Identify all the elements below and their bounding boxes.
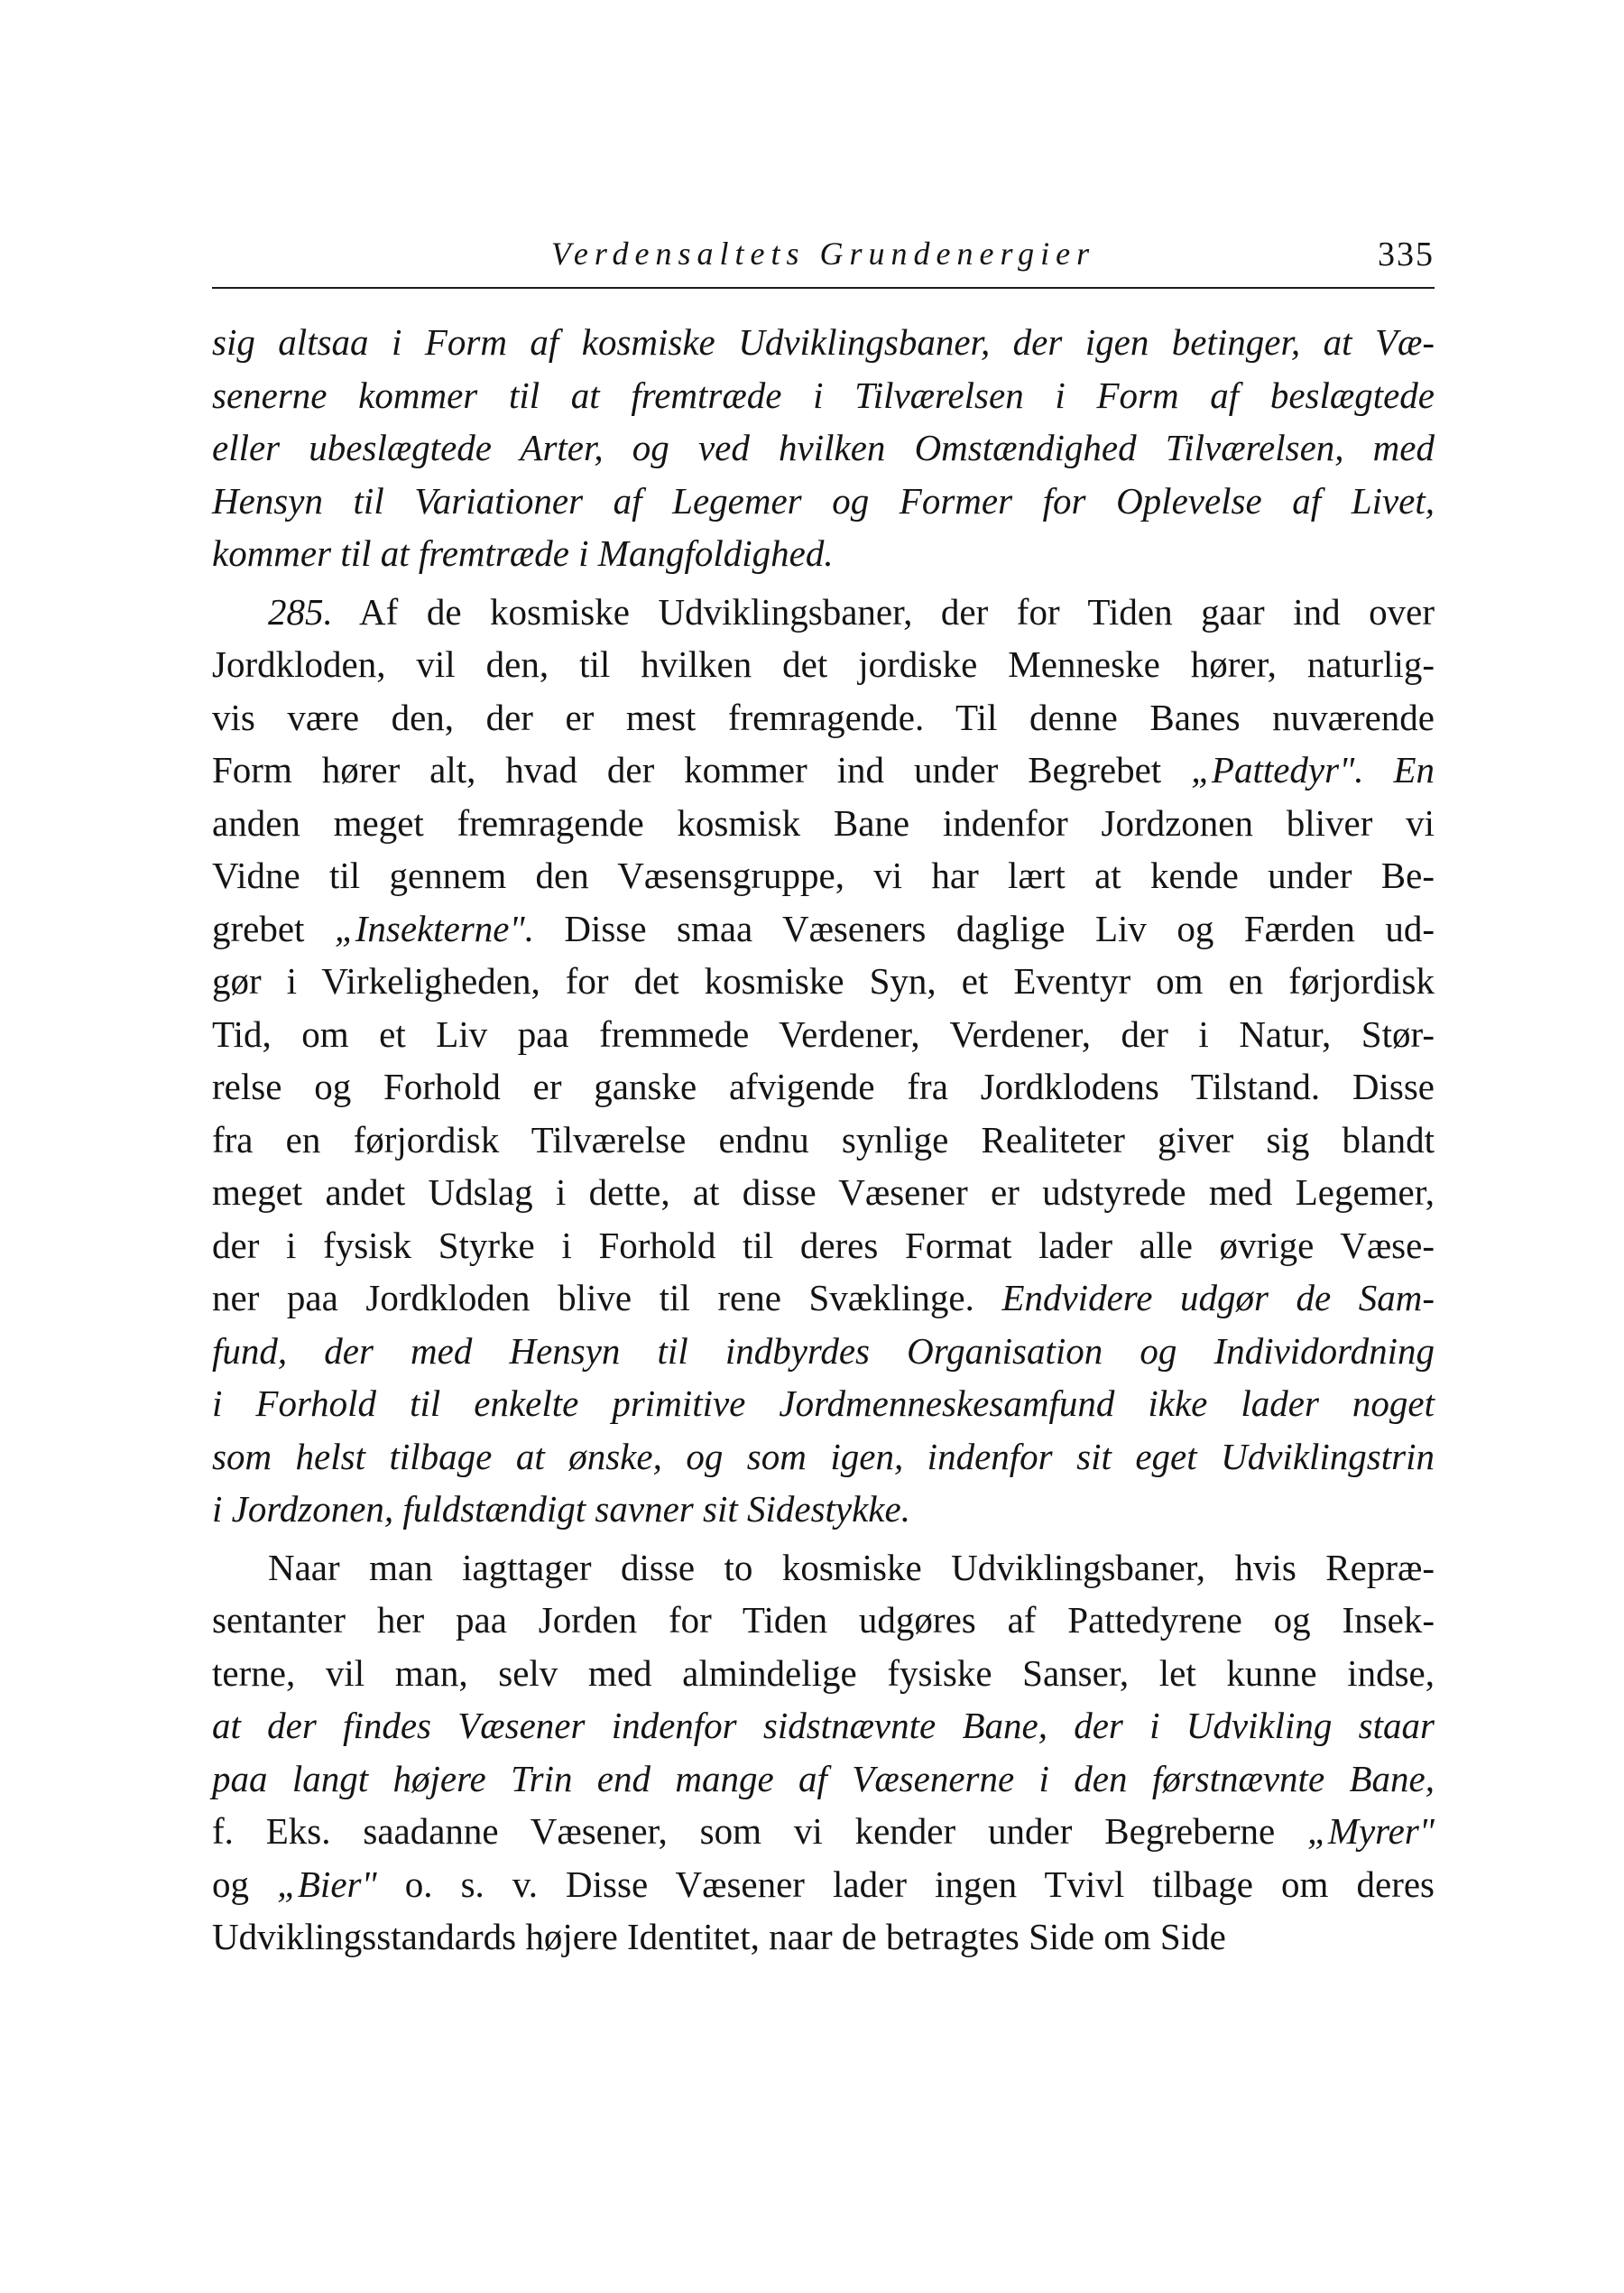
body-text	[212, 316, 1435, 1964]
italic-text: „Myrer"	[1307, 1810, 1435, 1852]
text-line	[212, 1594, 1435, 1647]
text-line	[212, 1271, 1435, 1325]
text-line	[212, 1377, 1435, 1430]
text-line	[212, 1060, 1435, 1114]
text-segment: fra en førjordisk Tilværelse endnu synlige Realiteter giver sig blandt	[212, 1118, 1435, 1160]
text-line	[212, 744, 1435, 797]
text-line	[212, 1325, 1435, 1378]
text-line	[212, 1166, 1435, 1219]
text-line	[212, 1805, 1435, 1858]
text-segment: relse og Forhold er ganske afvigende fra Jordklodens Tilstand. Disse	[212, 1066, 1435, 1107]
running-title: Verdensaltets Grundenergier	[550, 236, 1096, 272]
page-number: 335	[1378, 236, 1435, 273]
text-line	[212, 475, 1435, 528]
italic-text: i Jordzonen, fuldstændigt savner sit Sidestykke.	[212, 1488, 910, 1530]
paragraph-1	[212, 316, 1435, 580]
text-line	[212, 1752, 1435, 1806]
text-line	[212, 1008, 1435, 1061]
text-line	[212, 638, 1435, 691]
italic-text: Hensyn til Variationer af Legemer og Former for Oplevelse af Livet,	[212, 479, 1435, 522]
text-segment: Af de kosmiske Udviklingsbaner, der for Tiden gaar ind over	[332, 590, 1435, 633]
text-line	[212, 586, 1435, 639]
text-line	[212, 527, 1435, 580]
text-segment: Jordkloden, vil den, til hvilken det jordiske Menneske hører, naturlig-	[212, 643, 1435, 685]
italic-text: kommer til at fremtræde i Mangfoldighed.	[212, 532, 834, 574]
italic-text: at der findes Væsener indenfor sidstnævnte Bane, der i Udvikling staar	[212, 1705, 1435, 1746]
text-segment: grebet	[212, 907, 335, 949]
page-header	[212, 224, 1435, 289]
text-segment: Naar man iagttager disse to kosmiske Udviklingsbaner, hvis Repræ-	[268, 1546, 1435, 1588]
text-line	[212, 902, 1435, 956]
text-segment: Vidne til gennem den Væsensgruppe, vi har lært at kende under Be-	[212, 855, 1435, 896]
text-segment: sentanter her paa Jorden for Tiden udgøres af Pattedyrene og Insek-	[212, 1599, 1435, 1641]
text-line	[212, 421, 1435, 475]
text-segment: anden meget fremragende kosmisk Bane indenfor Jordzonen bliver vi	[212, 801, 1435, 844]
text-segment: Udviklingsstandards højere Identitet, naar de betragtes Side om Side	[212, 1916, 1226, 1957]
italic-text: „Pattedyr". En	[1191, 749, 1435, 791]
text-line	[212, 849, 1435, 902]
paragraph-2-section-285	[212, 586, 1435, 1536]
text-segment: terne, vil man, selv med almindelige fysiske Sanser, let kunne indse,	[212, 1651, 1435, 1694]
italic-text: senerne kommer til at fremtræde i Tilværelsen i Form af beslægtede	[212, 374, 1435, 416]
italic-text: 285.	[268, 590, 333, 633]
italic-text: som helst tilbage at ønske, og som igen, indenfor sit eget Udviklingstrin	[212, 1435, 1435, 1477]
text-line	[212, 1114, 1435, 1167]
text-line	[212, 691, 1435, 744]
italic-text: eller ubeslægtede Arter, og ved hvilken Omstændighed Tilværelsen, med	[212, 427, 1435, 468]
text-segment: meget andet Udslag i dette, at disse Væsener er udstyrede med Legemer,	[212, 1171, 1435, 1213]
text-segment: gør i Virkeligheden, for det kosmiske Syn, et Eventyr om en førjordisk	[212, 960, 1435, 1002]
text-line	[212, 1699, 1435, 1752]
text-line	[212, 369, 1435, 422]
italic-text: paa langt højere Trin end mange af Væsenerne i den førstnævnte Bane,	[212, 1757, 1435, 1799]
text-line	[212, 955, 1435, 1008]
italic-text: „Bier"	[277, 1863, 377, 1905]
text-line	[212, 1541, 1435, 1595]
text-segment: ner paa Jordkloden blive til rene Svæklinge.	[212, 1277, 1002, 1318]
italic-text: i Forhold til enkelte primitive Jordmenneskesamfund ikke lader noget	[212, 1382, 1435, 1424]
italic-text: sig altsaa i Form af kosmiske Udviklingsbaner, der igen betinger, at Væ-	[212, 321, 1435, 363]
text-line	[212, 1219, 1435, 1272]
text-segment: og	[212, 1863, 278, 1905]
text-line	[212, 1647, 1435, 1700]
text-line	[212, 1910, 1435, 1964]
text-line	[212, 316, 1435, 369]
text-segment: f. Eks. saadanne Væsener, som vi kender under Begreberne	[212, 1810, 1308, 1852]
text-segment: Disse smaa Væseners daglige Liv og Færden ud-	[533, 907, 1435, 949]
text-segment: o. s. v. Disse Væsener lader ingen Tvivl tilbage om deres	[376, 1863, 1435, 1905]
italic-text: Endvidere udgør de Sam-	[1001, 1277, 1435, 1318]
paragraph-3	[212, 1541, 1435, 1964]
text-segment: vis være den, der er mest fremragende. Til denne Banes nuværende	[212, 696, 1435, 738]
text-line	[212, 1430, 1435, 1484]
text-line	[212, 1483, 1435, 1536]
text-line	[212, 1858, 1435, 1911]
text-segment: Tid, om et Liv paa fremmede Verdener, Verdener, der i Natur, Stør-	[212, 1012, 1435, 1055]
text-segment: Form hører alt, hvad der kommer ind under Begrebet	[212, 749, 1192, 791]
italic-text: fund, der med Hensyn til indbyrdes Organisation og Individordning	[212, 1329, 1435, 1372]
text-segment: der i fysisk Styrke i Forhold til deres Format lader alle øvrige Væse-	[212, 1224, 1435, 1266]
text-line	[212, 797, 1435, 850]
italic-text: „Insekterne".	[334, 907, 534, 949]
